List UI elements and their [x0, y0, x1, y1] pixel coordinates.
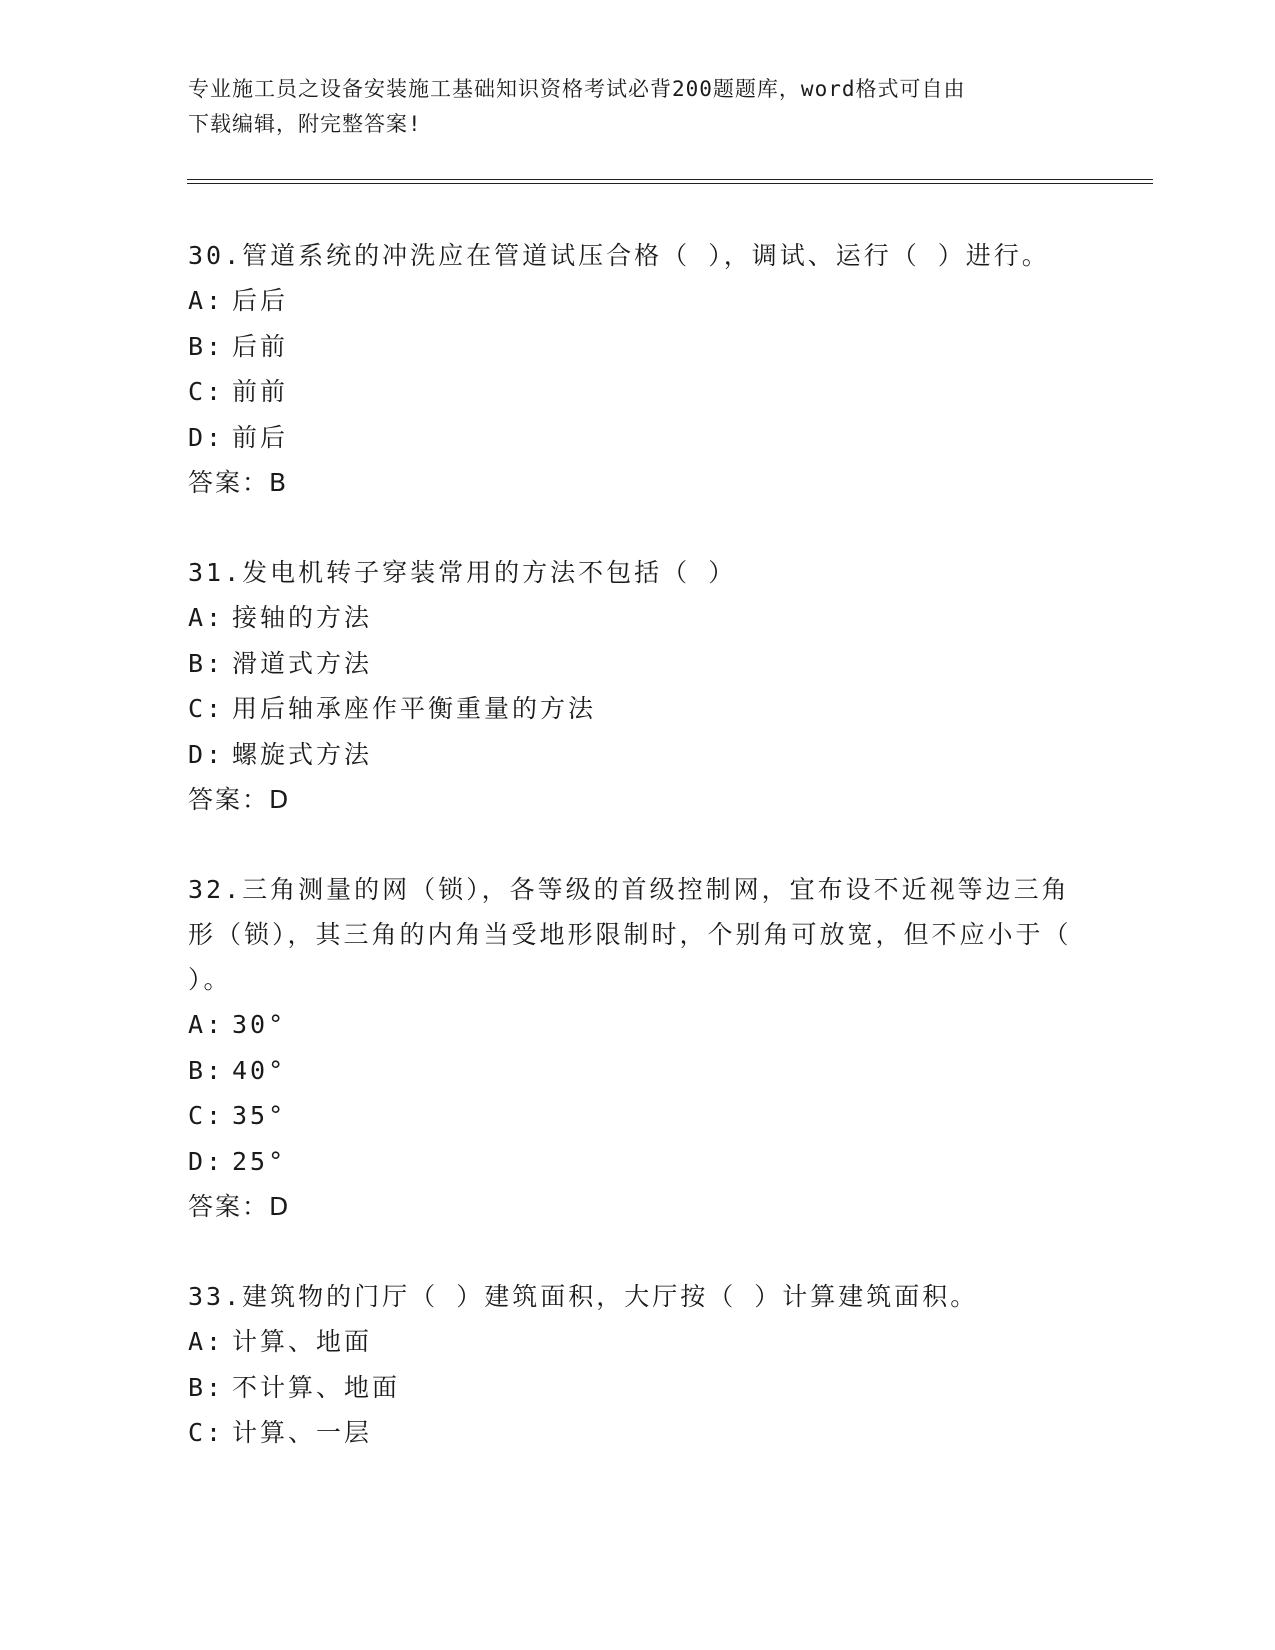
- option-text: 滑道式方法: [232, 648, 373, 678]
- option-letter: D:: [188, 422, 225, 452]
- option-letter: C:: [188, 1101, 225, 1130]
- option-d: [188, 732, 1088, 778]
- option-letter: A:: [188, 286, 225, 315]
- option-a: [188, 1319, 1088, 1365]
- option-c: [188, 1093, 1088, 1139]
- option-letter: B:: [188, 331, 225, 361]
- answer-line: 答案：D: [188, 1192, 291, 1221]
- document-header: [188, 72, 1088, 142]
- option-text: 用后轴承座作平衡重量的方法: [232, 694, 597, 723]
- question-stem: 33.建筑物的门厅（ ）建筑面积，大厅按（ ）计算建筑面积。: [188, 1282, 979, 1311]
- option-b: [188, 1048, 1088, 1094]
- option-text: 25°: [232, 1146, 287, 1176]
- option-text: 计算、一层: [232, 1418, 373, 1447]
- option-d: [188, 415, 1088, 461]
- option-letter: A:: [188, 603, 225, 632]
- header-divider: [187, 179, 1153, 184]
- question-stem: 30.管道系统的冲洗应在管道试压合格（ ），调试、运行（ ）进行。: [188, 241, 1050, 270]
- option-c: [188, 686, 1088, 732]
- option-letter: C:: [188, 1418, 225, 1447]
- option-text: 前后: [232, 422, 289, 452]
- option-text: 前前: [232, 377, 289, 406]
- question-32: [188, 867, 1088, 1229]
- option-letter: A:: [188, 1010, 225, 1039]
- option-text: 后后: [232, 286, 289, 315]
- option-b: [188, 641, 1088, 687]
- option-letter: C:: [188, 377, 225, 406]
- option-text: 35°: [232, 1101, 287, 1130]
- question-stem: 32.三角测量的网（锁），各等级的首级控制网，宜布设不近视等边三角形（锁），其三角的内角当受地形限制时，个别角可放宽，但不应小于（ ）。: [188, 875, 1072, 994]
- option-c: [188, 1410, 1088, 1456]
- question-33: [188, 1274, 1088, 1456]
- answer-line: 答案：D: [188, 785, 291, 814]
- answer-line: 答案：B: [188, 468, 289, 497]
- option-letter: B:: [188, 1055, 225, 1085]
- option-a: [188, 1002, 1088, 1048]
- option-a: [188, 278, 1088, 324]
- header-line-2: 下载编辑，附完整答案!: [188, 112, 422, 136]
- option-text: 不计算、地面: [232, 1372, 401, 1402]
- option-letter: D:: [188, 739, 225, 769]
- header-line-1: 专业施工员之设备安装施工基础知识资格考试必背200题题库，word格式可自由: [188, 77, 966, 101]
- option-letter: B:: [188, 648, 225, 678]
- option-text: 40°: [232, 1055, 287, 1085]
- option-letter: B:: [188, 1372, 225, 1402]
- question-30: [188, 233, 1088, 505]
- question-stem: 31.发电机转子穿装常用的方法不包括（ ）: [188, 558, 737, 587]
- option-c: [188, 369, 1088, 415]
- option-b: [188, 1365, 1088, 1411]
- option-text: 接轴的方法: [232, 603, 373, 632]
- option-letter: C:: [188, 694, 225, 723]
- option-text: 后前: [232, 331, 289, 361]
- option-text: 30°: [232, 1010, 287, 1039]
- option-letter: A:: [188, 1327, 225, 1356]
- option-d: [188, 1139, 1088, 1185]
- option-b: [188, 324, 1088, 370]
- question-list: [188, 233, 1088, 1501]
- option-text: 计算、地面: [232, 1327, 373, 1356]
- option-a: [188, 595, 1088, 641]
- question-31: [188, 550, 1088, 822]
- option-letter: D:: [188, 1146, 225, 1176]
- option-text: 螺旋式方法: [232, 739, 373, 769]
